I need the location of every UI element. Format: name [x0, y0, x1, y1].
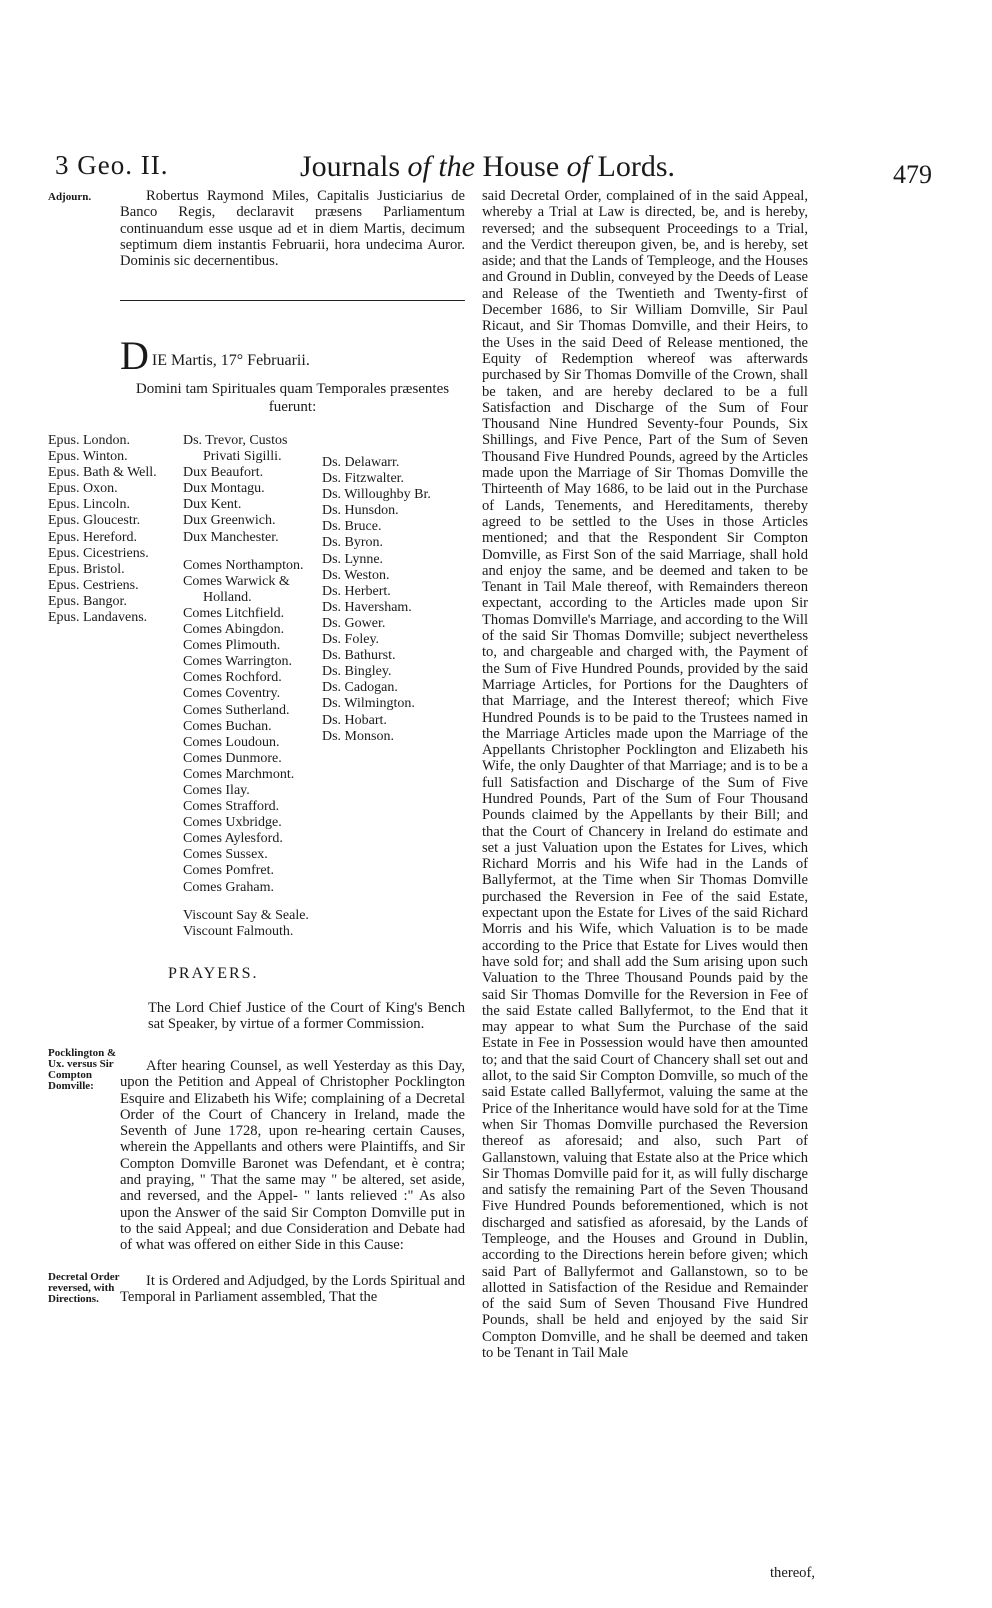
lord-entry: Comes Marchmont. — [183, 766, 295, 782]
title-of: of — [566, 150, 590, 183]
lord-entry: Ds. Fitzwalter. — [322, 471, 405, 487]
prayers-heading: PRAYERS. — [168, 965, 259, 982]
lord-entry: Ds. Haversham. — [322, 599, 412, 615]
lord-entry: Ds. Byron. — [322, 535, 384, 551]
lord-entry: Holland. — [203, 589, 252, 605]
date-heading — [120, 333, 465, 378]
lord-entry: Comes Buchan. — [183, 718, 272, 734]
lord-entry: Comes Warrington. — [183, 654, 293, 670]
lord-entry: Ds. Lynne. — [322, 551, 384, 567]
lord-entry: Comes Uxbridge. — [183, 815, 282, 831]
lord-entry: Comes Sutherland. — [183, 702, 290, 718]
lords-right-list — [322, 455, 431, 745]
page-number: 479 — [893, 160, 932, 189]
lord-entry: Ds. Delawarr. — [322, 455, 400, 470]
lord-entry — [183, 896, 309, 908]
lord-entry: Ds. Hunsdon. — [322, 503, 399, 519]
attendance-line: Domini tam Spirituales quam Temporales præsentes fuerunt: — [135, 381, 450, 415]
lord-entry: Comes Strafford. — [183, 799, 280, 815]
title-lords: Lords. — [597, 150, 675, 183]
lord-entry: Dux Beaufort. — [183, 465, 264, 481]
lord-entry: Comes Plimouth. — [183, 638, 281, 654]
margin-note-decretal: Decretal Order reversed, with Directions. — [48, 1271, 120, 1305]
lord-entry: Ds. Trevor, Custos — [183, 433, 288, 448]
lord-entry: Comes Abingdon. — [183, 622, 285, 638]
lord-entry: Ds. Bruce. — [322, 519, 382, 535]
lord-entry: Ds. Gower. — [322, 615, 386, 631]
lord-entry: Ds. Weston. — [322, 567, 390, 583]
title-of-the: of the — [407, 150, 475, 183]
lord-entry: Ds. Bingley. — [322, 664, 392, 680]
lord-entry: Comes Warwick & — [183, 573, 290, 589]
lord-entry: Privati Sigilli. — [203, 449, 282, 465]
lord-entry: Ds. Foley. — [322, 632, 380, 648]
lord-entry: Dux Greenwich. — [183, 513, 276, 529]
speaker-paragraph: The Lord Chief Justice of the Court of King's Bench sat Speaker, by virtue of a former Commission. — [148, 1000, 465, 1033]
bishop-entry: Epus. Bath & Well. — [48, 465, 157, 481]
lord-entry: Ds. Herbert. — [322, 583, 391, 599]
right-column-text: said Decretal Order, complained of in the said Appeal, whereby a Trial at Law is directed, be, and is hereby, reversed; and the subsequent Proceedings to a Trial, and the Verdict thereupon given, be, and is hereby, set aside; and that the Lands of Templeoge, and the Houses and Ground in Dublin, conveyed by the Deeds of Lease and Release of the Twentieth and Twenty-first of December 1686, to Sir William Domville, Sir Paul Ricaut, and Sir Thomas Domville, and their Heirs, to the Uses in the said Deed of Release mentioned, the Equity of Redemption whereof was afterwards purchased by Sir Thomas Domville of the Crown, shall be taken, and are hereby declared to be a full Satisfaction and Discharge of the Sum of Four Thousand Nine Hundred Seventy-four Pounds, Six Shillings, and Five Pence, Part of the Sum of Seven Thousand Five Hundred Pounds, agreed by the Articles made upon the Marriage of Sir Thomas Domville the Thirteenth of May 1686, to be laid out in the Purchase of Lands, Tenements, and Hereditaments, thereby agreed to be settled to the Uses in those Articles mentioned; and that the Respondent Sir Compton Domville, as First Son of the said Marriage, shall hold and enjoy the same, and be deemed and taken to be Tenant in Tail Male thereof, with Remainders thereon expectant, according to the Articles made upon Sir Thomas Domville's Marriage, and according to the Will of the said Sir Thomas Domville; subject nevertheless to, and chargeable and charged with, the Payment of the Sum of Five Hundred Pounds, provided by the said Marriage Articles, for Portions for the Daughters of that Marriage, and the Interest thereof; which Five Hundred Pounds is to be paid to the Trustees named in the Marriage Articles made upon the Marriage of the Appellants Christopher Pocklington and Elizabeth his Wife, the only Daughter of that Marriage; and is to be a full Satisfaction and Discharge of the Sum of Five Hundred Pounds, Part of the Sum of Four Thousand Pounds claimed by the Appellants by their Bill; and that the Court of Chancery in Ireland do estimate and set a just Valuation upon the Estates for Lives, which Richard Morris and his Wife had in the Lands of Ballyfermot, at the Time when Sir Thomas Domville purchased the Reversion in Fee of the said Estate, expectant upon the Estate for Lives of the said Richard Morris and his Wife, which Valuation is to be made according to the Price that Estate for Lives would then have sold for; and shall add the Sum arising upon such Valuation to the Three Thousand Pounds paid by the said Sir Thomas Domville for the Reversion in Fee of the said Estate called Ballyfermot, to the End that it may appear to what Sum the Purchase of the said Estate in Fee in Possession would have then amounted to; and that the said Court of Chancery shall set out and allot, to the said Sir Compton Domville, so much of the said Estate called Ballyfermot, valuing the same at the Price of the Inheritance would have sold for at the Time when Sir Thomas Domville purchased the Reversion thereof as aforesaid; and also, such Part of Gallanstown, valuing that Estate also at the Price which Sir Thomas Domville paid for it, as will fully discharge and satisfy the remaining Part of the Seven Thousand Five Hundred Pounds beforementioned, which is not discharged and satisfied as aforesaid, by the Lands of Templeoge, and the Houses and Ground in Dublin, according to the Directions herein before given; which said Part of Ballyfermot and Gallanstown, so to be allotted in Satisfaction of the Residue and Remainder of the said Sum of Seven Thousand Five Hundred Pounds, shall be held and enjoyed by the said Sir Compton Domville, and he shall be deemed and taken to be Tenant in Tail Male — [482, 188, 808, 1362]
lord-entry — [183, 546, 309, 558]
lord-entry: Comes Dunmore. — [183, 750, 282, 766]
bishop-entry: Epus. Lincoln. — [48, 497, 131, 513]
lord-entry: Comes Ilay. — [183, 782, 250, 798]
bishop-entry: Epus. Oxon. — [48, 481, 118, 497]
lord-entry: Ds. Willoughby Br. — [322, 487, 431, 503]
lord-entry: Ds. Cadogan. — [322, 680, 398, 696]
regnal-year: 3 Geo. II. — [55, 150, 169, 180]
section-rule — [120, 300, 465, 301]
margin-note-pocklington: Pocklington & Ux. versus Sir Compton Domville: — [48, 1047, 117, 1092]
bishop-entry: Epus. Gloucestr. — [48, 513, 141, 529]
lord-entry: Comes Northampton. — [183, 557, 304, 573]
bishop-entry: Epus. Bristol. — [48, 561, 125, 577]
lord-entry: Comes Rochford. — [183, 670, 282, 686]
ordered-paragraph: It is Ordered and Adjudged, by the Lords Spiritual and Temporal in Parliament assembled, That the — [120, 1273, 465, 1306]
lord-entry: Comes Aylesford. — [183, 831, 283, 847]
bishop-entry: Epus. Hereford. — [48, 529, 138, 545]
bishop-entry: Epus. Cestriens. — [48, 577, 139, 593]
lord-entry: Comes Loudoun. — [183, 734, 280, 750]
lord-entry: Comes Litchfield. — [183, 605, 285, 621]
lord-entry: Ds. Bathurst. — [322, 648, 396, 664]
lord-entry: Comes Coventry. — [183, 686, 281, 702]
lord-entry: Comes Graham. — [183, 879, 274, 895]
adjourn-paragraph: Robertus Raymond Miles, Capitalis Justiciarius de Banco Regis, declaravit præsens Parliamentum continuandum esse usque ad et in diem Martis, decimum septimum diem instantis Februarii, hora undecima Auror. Dominis sic decernentibus. — [120, 188, 465, 270]
margin-note-adjourn: Adjourn. — [48, 191, 92, 203]
lord-entry: Ds. Monson. — [322, 728, 394, 744]
bishops-list — [48, 433, 157, 626]
lord-entry: Dux Montagu. — [183, 481, 265, 497]
lord-entry: Viscount Falmouth. — [183, 923, 294, 939]
bishop-entry: Epus. Bangor. — [48, 593, 127, 609]
lord-entry: Comes Pomfret. — [183, 863, 274, 879]
lord-entry: Dux Manchester. — [183, 529, 279, 545]
bishop-entry: Epus. Cicestriens. — [48, 545, 149, 561]
lord-entry: Ds. Wilmington. — [322, 696, 415, 712]
lord-entry: Ds. Hobart. — [322, 712, 387, 728]
lord-entry: Viscount Say & Seale. — [183, 907, 309, 923]
title-house: House — [482, 150, 560, 183]
drop-cap: D — [120, 333, 149, 378]
bishop-entry: Epus. London. — [48, 433, 131, 448]
date-text: IE Martis, 17° Februarii. — [151, 352, 310, 369]
lords-middle-list — [183, 433, 309, 940]
bishop-entry: Epus. Landavens. — [48, 610, 148, 626]
bishop-entry: Epus. Winton. — [48, 449, 128, 465]
catchword: thereof, — [770, 1565, 815, 1581]
lord-entry: Dux Kent. — [183, 497, 242, 513]
running-title — [300, 150, 675, 184]
lord-entry: Comes Sussex. — [183, 847, 268, 863]
hearing-paragraph: After hearing Counsel, as well Yesterday as this Day, upon the Petition and Appeal of Christopher Pocklington Esquire and Elizabeth his Wife; complaining of a Decretal Order of the Court of Chancery in Ireland, made the Seventh of June 1728, upon re-hearing certain Causes, wherein the Appellants and others were Plaintiffs, and Sir Compton Domville Baronet was Defendant, et è contra; and praying, " That the same may " be altered, set aside, and reversed, and the Appel- " lants relieved :" As also upon the Answer of the said Sir Compton Domville put in to the said Appeal; and due Consideration and Debate had of what was offered on either Side in this Cause: — [120, 1058, 465, 1254]
title-journals: Journals — [300, 150, 400, 183]
